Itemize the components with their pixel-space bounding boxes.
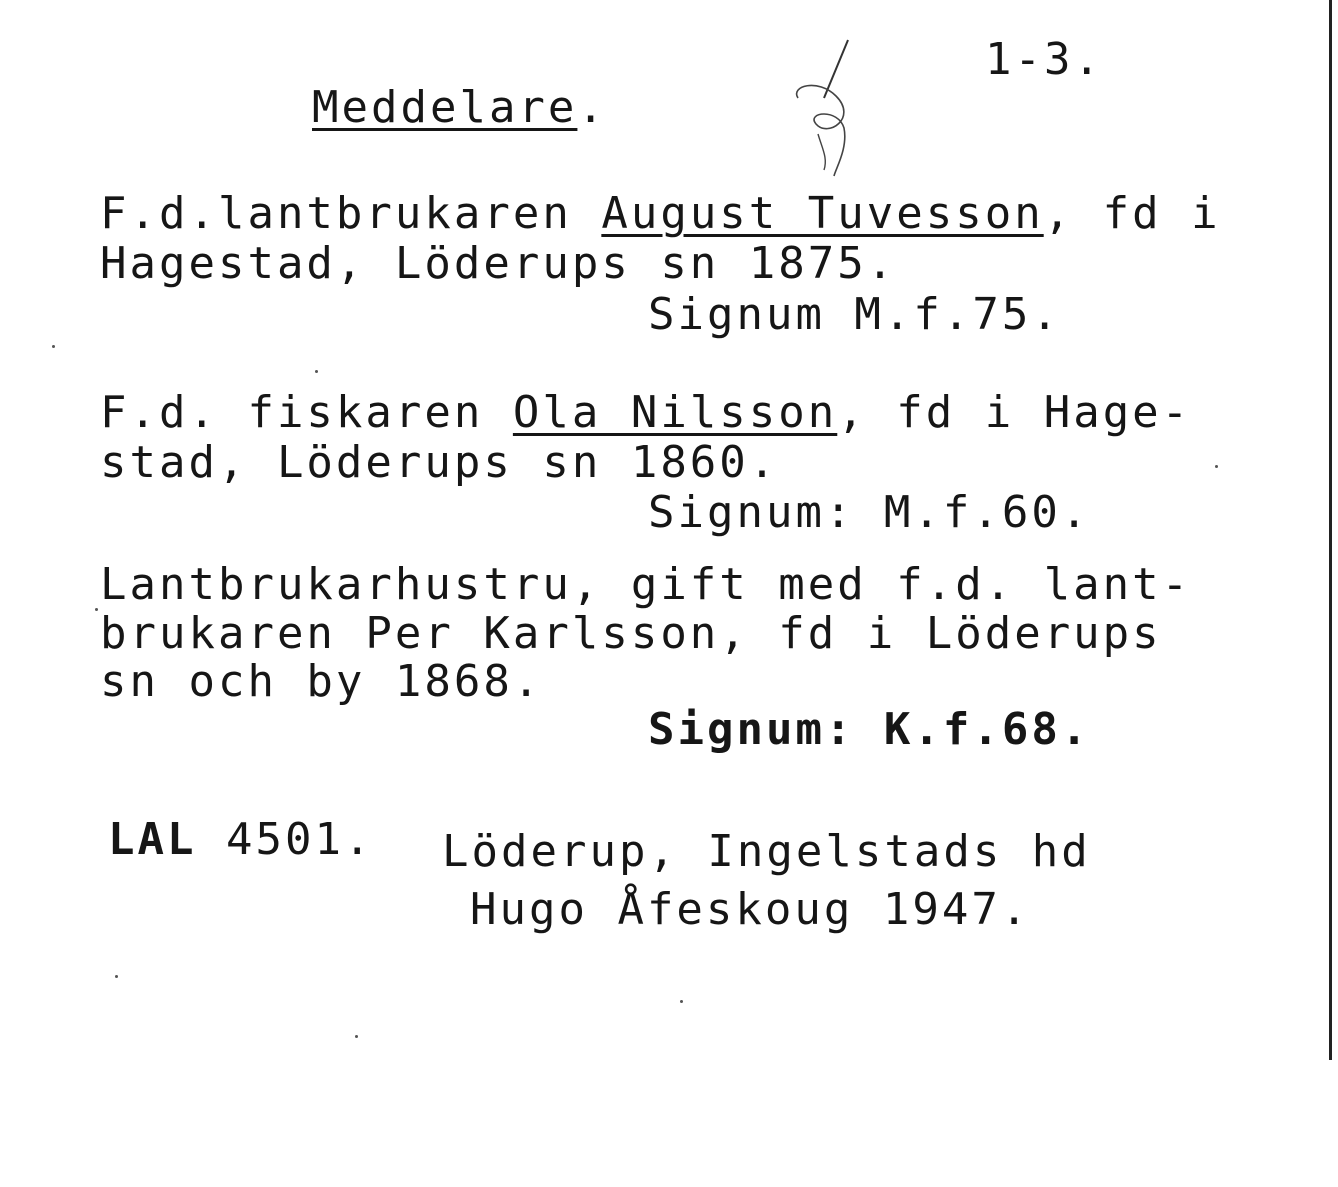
archive-code: LAL [108, 814, 197, 865]
card-number: 1-3. [985, 34, 1103, 85]
scan-speck [355, 1035, 358, 1038]
archive-number: 4501. [225, 814, 374, 865]
informant-2-signum: Signum: M.f.60. [648, 487, 1091, 538]
heading-period: . [577, 82, 607, 133]
informant-2-name: Ola Nilsson [512, 387, 838, 438]
handwritten-mark-icon [788, 38, 868, 178]
scan-speck [1215, 465, 1218, 468]
place: Löderup, Ingelstads hd [442, 826, 1091, 877]
informant-2-line-1 [100, 387, 1192, 438]
informant-1-name: August Tuvesson [601, 188, 1044, 239]
informant-2-occupation: F.d. fiskaren [100, 387, 513, 438]
scan-speck [315, 370, 318, 373]
informant-3-line-3: sn och by 1868. [100, 656, 543, 707]
card-edge-divider [1329, 0, 1332, 1060]
informant-2-born-in: , fd i Hage- [837, 387, 1192, 438]
heading-text: Meddelare [312, 82, 578, 133]
collector: Hugo Åfeskoug 1947. [470, 884, 1031, 935]
informant-1-born-in: , fd i [1043, 188, 1221, 239]
informant-3-signum: Signum: K.f.68. [648, 704, 1091, 755]
scan-speck [680, 1000, 683, 1003]
scan-speck [95, 608, 98, 611]
informant-1-occupation: F.d.lantbrukaren [100, 188, 602, 239]
informant-3-line-1: Lantbrukarhustru, gift med f.d. lant- [100, 559, 1192, 610]
heading [312, 82, 607, 133]
archive-reference [108, 814, 374, 865]
informant-3-line-2: brukaren Per Karlsson, fd i Löderups [100, 608, 1162, 659]
scan-speck [115, 975, 118, 978]
informant-1-line-2: Hagestad, Löderups sn 1875. [100, 238, 897, 289]
informant-1-line-1 [100, 188, 1221, 239]
scan-speck [52, 345, 55, 348]
informant-2-line-2: stad, Löderups sn 1860. [100, 437, 779, 488]
informant-1-signum: Signum M.f.75. [648, 289, 1061, 340]
